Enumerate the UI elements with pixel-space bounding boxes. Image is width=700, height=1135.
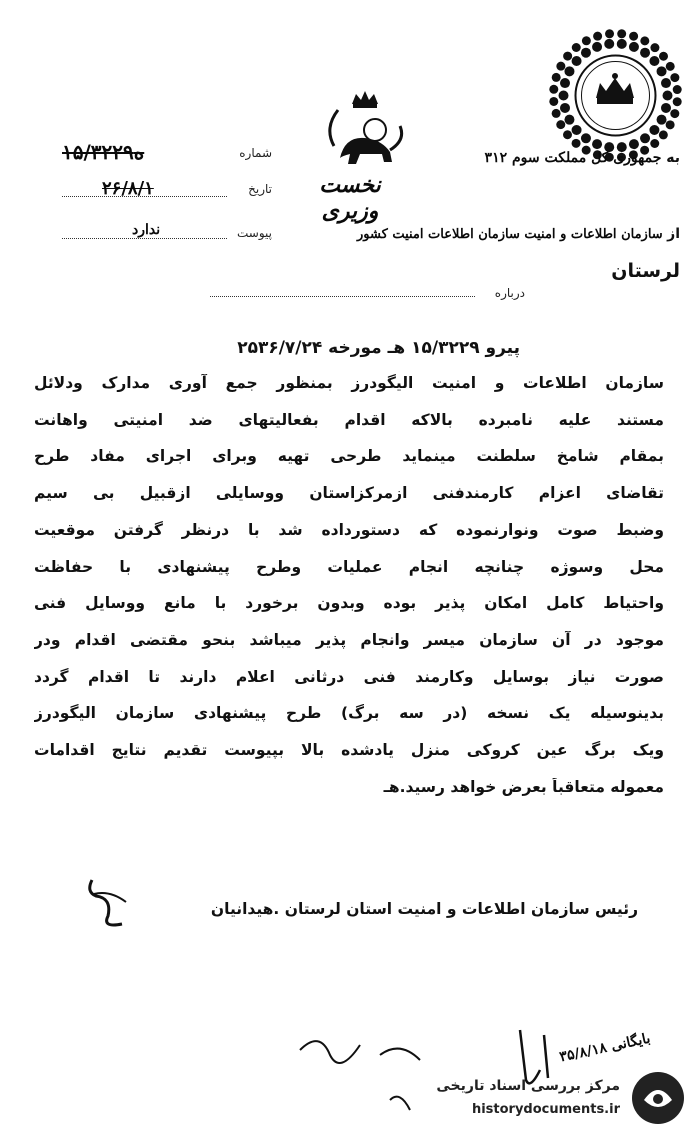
document-date-value: ۲۶/۸/۱	[102, 178, 154, 199]
body-line: معموله متعاقباً بعرض خواهد رسید.هـ	[383, 777, 664, 796]
body-line: سازمان اطلاعات و امنیت الیگودرز بمنظور جمع آوری مدارک ودلائل	[34, 374, 664, 392]
watermark-center-name: مرکز بررسی اسناد تاریخی	[436, 1078, 620, 1094]
ministry-heading: نخست وزیری	[319, 172, 381, 224]
body-line: تقاضای اعزام کارمندفنی ازمرکزاستان ووسایلی ازقبیل بی سیم	[34, 484, 664, 503]
body-line: واحتیاط کامل امکان پذیر بوده وبدون برخورد با مانع ووسایل فنی	[34, 594, 664, 613]
subject-row	[210, 286, 525, 304]
subject-label: درباره	[494, 286, 525, 300]
to-value: جمهوری کل مملکت سوم ۳۱۲	[484, 150, 662, 166]
body-line: محل وسوژه چنانچه انجام عملیات وطرح پیشنهادی با حفاظت	[34, 557, 664, 576]
document-attachment-value: ندارد	[132, 222, 161, 238]
body-line: صورت نیاز بوسایل وکارمند فنی درثانی اعلام دارند تا اقدام گردد	[34, 667, 664, 686]
reference-line: پیرو ۱۵/۳۲۲۹ هـ مورخه ۲۵۳۶/۷/۲۴	[237, 338, 520, 358]
to-prefix: به	[666, 150, 680, 166]
signature-title: رئیس سازمان اطلاعات و امنیت استان لرستان .هیدانیان	[210, 900, 638, 918]
body-line: بمقام شامخ سلطنت مینماید طرحی تهیه وبرای اجرای مفاد طرح	[34, 447, 664, 466]
document-attachment-label: پیوست	[237, 226, 272, 240]
document-date-row	[62, 178, 272, 202]
from-value: سازمان اطلاعات و امنیت سازمان اطلاعات امنیت کشور	[357, 227, 663, 242]
body-line: مستند علیه نامبرده بالاکه اقدام بفعالیتهای ضد امنیتی واهانت	[34, 410, 664, 429]
document-number-row	[62, 140, 272, 164]
document-date-label: تاریخ	[248, 182, 272, 196]
body-line: ویک برگ عین کروکی منزل یادشده بالا بپیوست تقدیم نتایج اقدامات	[34, 741, 664, 759]
province-label: لرستان	[611, 260, 680, 282]
official-seal	[548, 28, 683, 163]
document-number-value: ۱۵/۳۲۲۹ه	[62, 140, 145, 164]
body-line: موجود در آن سازمان میسر وانجام پذیر میباشد بنحو مقتضی اقدام ودر	[34, 630, 664, 649]
watermark-url: historydocuments.ir	[471, 1102, 620, 1117]
sender-line	[290, 226, 680, 252]
document-attachment-row	[62, 222, 272, 246]
archive-annotation: بایگانی ۳۵/۸/۱۸	[558, 1030, 652, 1066]
archive-logo-icon	[630, 1070, 686, 1126]
recipient-line	[280, 150, 680, 172]
handwritten-signature	[82, 872, 142, 932]
watermark-badge	[410, 1068, 690, 1130]
from-label: از	[667, 226, 680, 242]
body-line: وضبط صوت ونوارنموده که دستورداده شد با درنظر گرفتن موقعیت	[34, 520, 664, 539]
document-number-label: شماره	[239, 146, 272, 160]
body-line: بدینوسیله یک نسخه (در سه برگ) طرح پیشنهادی سازمان الیگودرز	[34, 704, 664, 723]
